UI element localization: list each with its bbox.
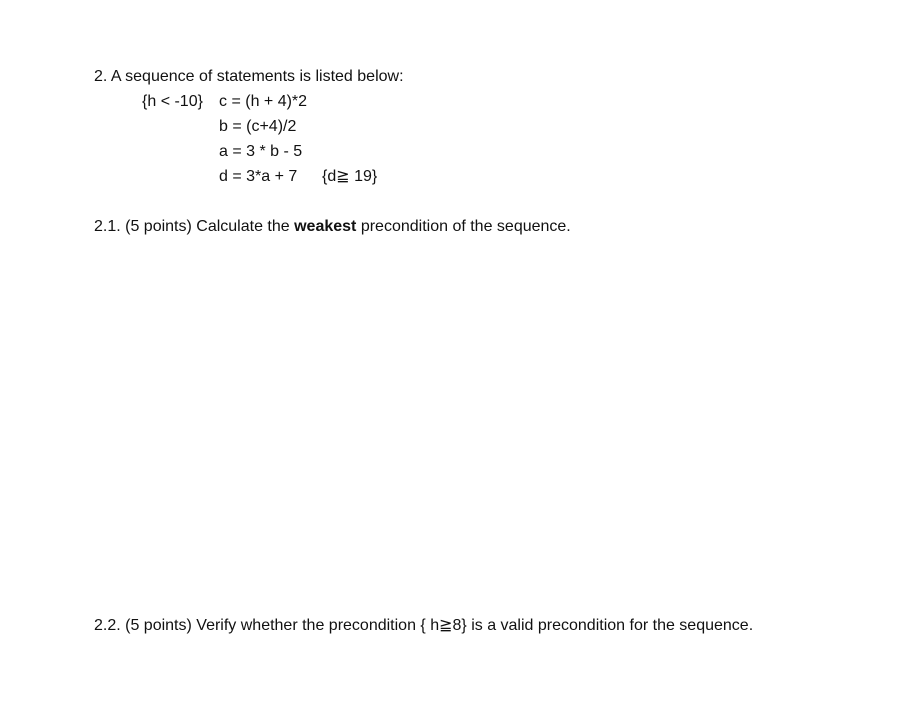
statement-2: b = (c+4)/2 [219, 118, 297, 135]
part-2-1-emphasis: weakest [294, 218, 357, 235]
statement-3: a = 3 * b - 5 [219, 143, 303, 160]
part-2-1-question [94, 217, 571, 237]
precondition-text: {h < -10} [142, 93, 203, 110]
part-2-1-prefix: 2.1. (5 points) Calculate the [94, 218, 295, 235]
statement-1: c = (h + 4)*2 [219, 93, 308, 110]
part-2-2-question: 2.2. (5 points) Verify whether the precondition { h≧8} is a valid precondition for the sequence. [94, 617, 754, 634]
question-heading: 2. A sequence of statements is listed below: [94, 68, 404, 85]
postcondition-text: {d≧ 19} [322, 168, 378, 185]
statement-4: d = 3*a + 7 [219, 168, 298, 185]
part-2-1-suffix: precondition of the sequence. [356, 218, 571, 235]
